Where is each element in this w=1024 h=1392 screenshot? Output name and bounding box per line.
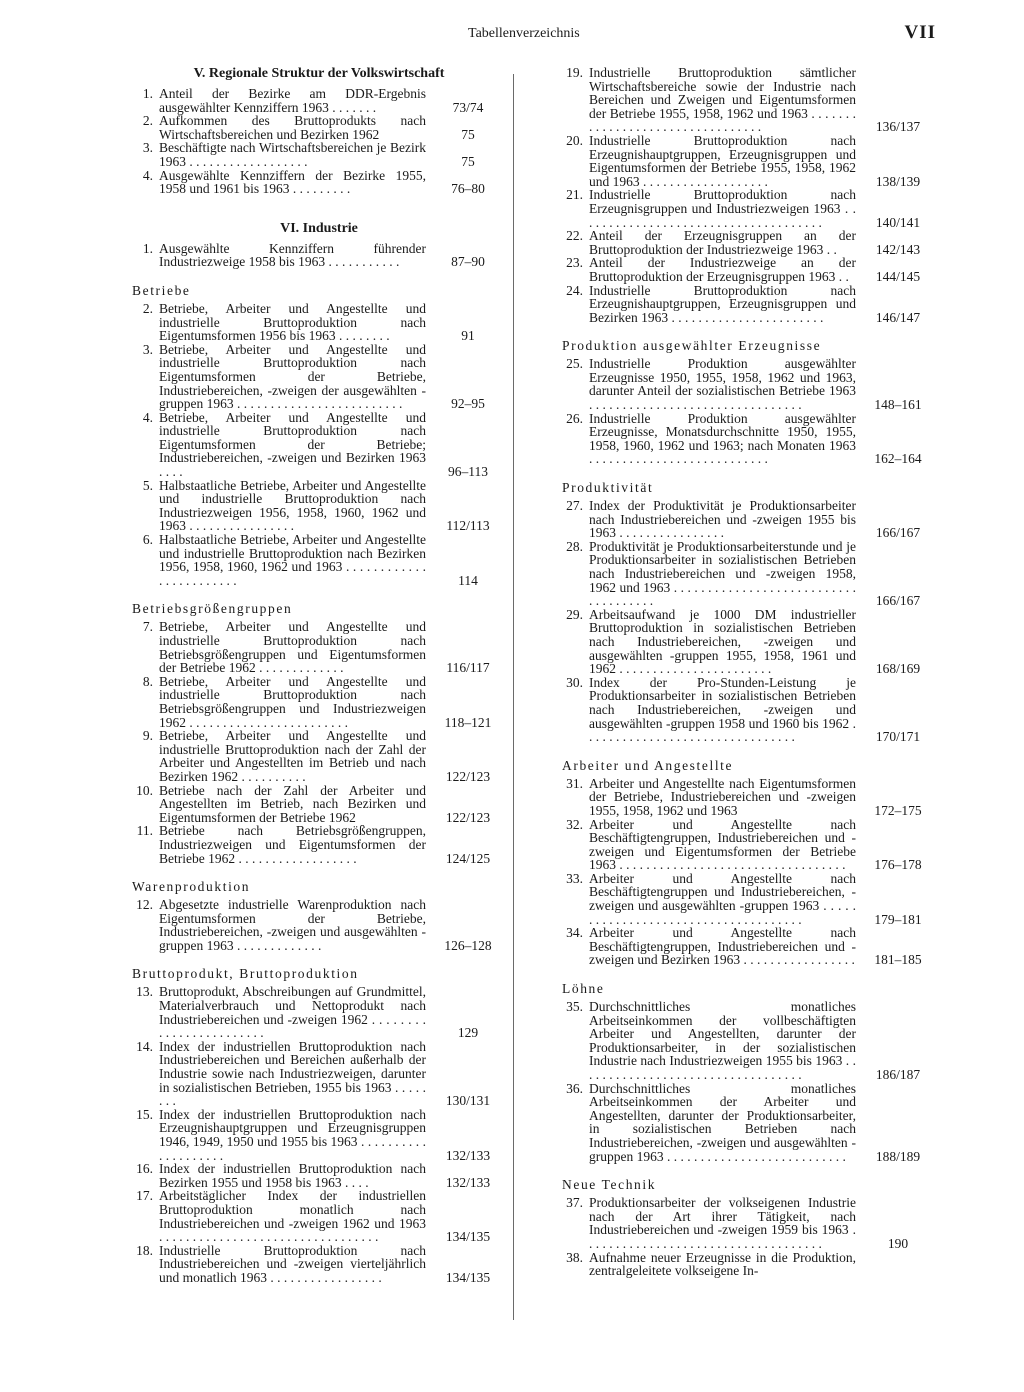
- entry-page-ref: 112/113: [446, 518, 490, 534]
- subsection-heading: Betriebe: [132, 282, 191, 298]
- entry-number: 35.: [566, 999, 583, 1015]
- entry-title: Betriebe, Arbeiter und Angestellte und industrielle Bruttoproduktion nach Betriebsgrößengruppen und Industriezweigen 1962 . . . . . . . . . . . . . . . . . . . . . . . .: [159, 673, 426, 730]
- section-title: V. Regionale Struktur der Volkswirtschaft: [193, 66, 445, 81]
- entry-title: Ausgewählte Kennziffern führender Industriezweige 1958 bis 1963 . . . . . . . . . . .: [159, 240, 426, 270]
- entry-title: Arbeiter und Angestellte nach Beschäftigtengruppen, Industriebereichen und -zweigen und Bezirken 1963 . . . . . . . . . . . . . . . . .: [589, 925, 856, 968]
- toc-entry: [132, 169, 506, 196]
- toc-entry: [562, 357, 936, 411]
- entry-number: 32.: [566, 816, 583, 832]
- entry-number: 31.: [566, 775, 583, 791]
- toc-entry: [132, 675, 506, 729]
- entry-number: 2.: [142, 113, 153, 129]
- entry-number: 30.: [566, 674, 583, 690]
- entry-page-ref: 166/167: [875, 593, 921, 609]
- entry-page-ref: 190: [887, 1235, 909, 1251]
- entry-number: 2.: [142, 300, 153, 316]
- entry-title: Betriebe, Arbeiter und Angestellte und industrielle Bruttoproduktion nach der Zahl der Arbeiter und Angestellten im Betrieb und nach Bezirken 1962 . . . . . . . . . .: [159, 728, 426, 784]
- toc-entry: [132, 533, 506, 587]
- entry-page-ref: 168/169: [875, 661, 921, 677]
- entry-page-ref: 166/167: [875, 525, 921, 541]
- entry-title: Produktionsarbeiter der volkseigenen Industrie nach der Art ihrer Tätigkeit, nach Industriebereichen und -zweigen 1959 bis 1963 . . . . . . . . . . . . . . . . . . . . . . . . . . . . . . . . . . . .: [589, 1195, 856, 1251]
- subsection-heading: Löhne: [562, 981, 605, 997]
- entry-number: 25.: [566, 356, 583, 372]
- entry-title: Abgesetzte industrielle Warenproduktion nach Eigentumsformen der Betriebe, Industriebereichen, -zweigen und ausgewählten -gruppen 1963 . . . . . . . . . . . . .: [159, 897, 426, 953]
- entry-page-ref: 73/74: [452, 99, 484, 115]
- entry-number: 9.: [142, 728, 153, 744]
- entry-title: Arbeitsaufwand je 1000 DM industrieller Bruttoproduktion in sozialistischen Betrieben nach Industriebereichen, -zweigen und ausgewählten -gruppen 1955, 1958, 1961 und 1962 . . . . . . . . . . . . . . . . . . . . . . .: [589, 606, 856, 677]
- entry-number: 15.: [136, 1106, 153, 1122]
- entry-title: Industrielle Bruttoproduktion sämtlicher Wirtschaftsbereiche sowie der Industrie nach Bereichen und Zweigen und Eigentumsformen der Betriebe 1955, 1958, 1962 und 1963 . . . . . . . . . . . . . . . . . . . . . . . . . . . . . . . . .: [589, 65, 856, 135]
- entry-page-ref: 129: [457, 1025, 479, 1041]
- entry-title: Durchschnittliches monatliches Arbeitseinkommen der Arbeiter und Angestellten, darunter der Produktionsarbeiter, in sozialistischen Betrieben nach Industriebereichen, -zweigen und ausgewählten -gruppen 1963 . . . . . . . . . . . . . . . . . . . . . . . . . . .: [589, 1080, 856, 1164]
- entry-number: 16.: [136, 1161, 153, 1177]
- toc-entry: [562, 1082, 936, 1164]
- entry-number: 4.: [142, 167, 153, 183]
- toc-entry: [562, 818, 936, 872]
- entry-page-ref: 76–80: [451, 181, 485, 197]
- entry-title: Betriebe, Arbeiter und Angestellte und industrielle Bruttoproduktion nach Eigentumsformen 1956 bis 1963 . . . . . . . .: [159, 300, 426, 344]
- entry-page-ref: 188/189: [875, 1148, 921, 1164]
- entry-page-ref: 179–181: [874, 911, 922, 927]
- subsection-heading: Neue Technik: [562, 1177, 657, 1193]
- entry-number: 17.: [136, 1188, 153, 1204]
- entry-number: 34.: [566, 925, 583, 941]
- toc-entry: [132, 302, 506, 343]
- toc-entry: [132, 411, 506, 479]
- entry-page-ref: 181–185: [874, 952, 922, 968]
- entry-number: 23.: [566, 255, 583, 271]
- entry-title: Arbeiter und Angestellte nach Eigentumsformen der Betriebe, Industriebereichen und -zweigen 1955, 1958, 1962 und 1963: [589, 775, 856, 818]
- entry-page-ref: 75: [461, 126, 475, 142]
- entry-page-ref: 134/135: [445, 1269, 491, 1285]
- entry-title: Industrielle Bruttoproduktion nach Erzeugnisgruppen und Industriezweigen 1963 . . . . . . . . . . . . . . . . . . . . . . . . . . . . . . . . . . . . .: [589, 187, 856, 230]
- toc-entry: [132, 1108, 506, 1162]
- toc-entry: [562, 872, 936, 926]
- entry-number: 18.: [136, 1242, 153, 1258]
- toc-entry: [562, 1251, 936, 1278]
- entry-number: 22.: [566, 228, 583, 244]
- entry-page-ref: 142/143: [875, 241, 921, 257]
- entry-title: Betriebe, Arbeiter und Angestellte und industrielle Bruttoproduktion nach Eigentumsformen der Betriebe, Industriebereichen, -zweigen der ausgewählten -gruppen 1963 . . . . . . . . . . . . . . . . . . . . . . . . .: [159, 341, 426, 412]
- entry-title: Index der Pro-Stunden-Leistung je Produktionsarbeiter in sozialistischen Betrieben nach Industriebereichen, -zweigen und ausgewählten -gruppen 1958 und 1960 bis 1962 . . . . . . . . . . . . . . . . . . . . . . . . . . . . . . . .: [589, 674, 856, 745]
- entry-page-ref: 132/133: [445, 1147, 491, 1163]
- entry-title: Bruttoprodukt, Abschreibungen auf Grundmittel, Materialverbrauch und Nettoprodukt nach Industriebereichen und -zweigen 1962 . . . . . . . . . . . . . . . . . . . . . . . .: [159, 984, 426, 1041]
- entry-number: 33.: [566, 870, 583, 886]
- left-column: [132, 66, 506, 1285]
- entry-page-ref: 126–128: [444, 937, 492, 953]
- entry-page-ref: 124/125: [445, 850, 491, 866]
- entry-number: 20.: [566, 132, 583, 148]
- entry-title: Anteil der Erzeugnisgruppen an der Bruttoproduktion der Industriezweige 1963 . .: [589, 228, 856, 257]
- subsection-heading: Produktivität: [562, 480, 654, 496]
- subsection-heading: Arbeiter und Angestellte: [562, 757, 734, 773]
- entry-number: 13.: [136, 984, 153, 1000]
- entry-title: Arbeiter und Angestellte nach Beschäftigtengruppen und Industriebereichen, -zweigen und ausgewählten -gruppen 1963 . . . . . . . . . . . . . . . . . . . . . . . . . . . . . . . . . . . . .: [589, 870, 856, 927]
- entry-title: Industrielle Produktion ausgewählter Erzeugnisse 1950, 1955, 1958, 1962 und 1963, darunter Anteil der sozialistischen Betriebe 1963 . . . . . . . . . . . . . . . . . . . . . . . . . . . . . . . .: [589, 356, 856, 413]
- toc-entry: [132, 620, 506, 674]
- toc-entry: [562, 229, 936, 256]
- entry-number: 5.: [142, 477, 153, 493]
- entry-number: 3.: [142, 341, 153, 357]
- toc-entry: [132, 898, 506, 952]
- entry-number: 8.: [142, 673, 153, 689]
- toc-entry: [132, 242, 506, 269]
- toc-entry: [132, 479, 506, 533]
- toc-entry: [562, 188, 936, 229]
- entry-number: 4.: [142, 409, 153, 425]
- toc-entry: [562, 499, 936, 540]
- entry-number: 6.: [142, 532, 153, 548]
- entry-page-ref: 132/133: [445, 1174, 491, 1190]
- entry-title: Index der Produktivität je Produktionsarbeiter nach Industriebereichen und -zweigen 1955 bis 1963 . . . . . . . . . . . . . . . .: [589, 498, 856, 541]
- entry-page-ref: 146/147: [875, 309, 921, 325]
- entry-page-ref: 134/135: [445, 1229, 491, 1245]
- entry-page-ref: 140/141: [875, 214, 921, 230]
- subsection-heading: Bruttoprodukt, Bruttoproduktion: [132, 966, 359, 982]
- entry-title: Arbeiter und Angestellte nach Beschäftigtengruppen, Industriebereichen und -zweigen und Eigentumsformen der Betriebe 1963 . . . . . . . . . . . . . . . . . . . . . . . . . . . . . . . . . .: [589, 816, 856, 873]
- entry-number: 38.: [566, 1249, 583, 1265]
- subsection-heading: Warenproduktion: [132, 879, 251, 895]
- entry-number: 12.: [136, 897, 153, 913]
- entry-number: 3.: [142, 140, 153, 156]
- entry-title: Arbeitstäglicher Index der industriellen Bruttoproduktion monatlich nach Industriebereichen und -zweigen 1962 und 1963 . . . . . . . . . . . . . . . . . . . . . . . . . . . . . . . . .: [159, 1188, 426, 1245]
- page-number: VII: [904, 22, 936, 43]
- toc-entry: [132, 784, 506, 825]
- entry-number: 11.: [136, 823, 153, 839]
- right-column: [562, 66, 936, 1278]
- toc-entry: [132, 1040, 506, 1108]
- entry-number: 19.: [566, 65, 583, 80]
- toc-entry: [562, 540, 936, 608]
- entry-title: Aufnahme neuer Erzeugnisse in die Produktion, zentralgeleitete volkseigene In-: [589, 1249, 856, 1279]
- entry-page-ref: 114: [458, 572, 478, 588]
- toc-entry: [562, 1196, 936, 1250]
- entry-number: 1.: [142, 86, 153, 101]
- entry-title: Betriebe, Arbeiter und Angestellte und industrielle Bruttoproduktion nach Eigentumsformen der Betriebe; Industriebereichen, -zweigen und Bezirken 1963 . . . .: [159, 409, 426, 480]
- toc-entry: [562, 66, 936, 134]
- entry-title: Betriebe nach Betriebsgrößengruppen, Industriezweigen und Eigentumsformen der Betriebe 1962 . . . . . . . . . . . . . . . . . .: [159, 823, 426, 866]
- entry-number: 14.: [136, 1038, 153, 1054]
- entry-title: Index der industriellen Bruttoproduktion nach Industriebereichen und Bereichen außerhalb der Industrie sowie nach Industriezweigen, darunter in sozialistischen Betrieben, 1955 bis 1963 . . . . . . . .: [159, 1038, 426, 1109]
- toc-entry: [132, 114, 506, 141]
- toc-entry: [562, 134, 936, 188]
- toc-entry: [562, 926, 936, 967]
- entry-number: 28.: [566, 538, 583, 554]
- entry-title: Index der industriellen Bruttoproduktion nach Bezirken 1955 und 1958 bis 1963 . . . .: [159, 1161, 426, 1190]
- entry-title: Beschäftigte nach Wirtschaftsbereichen je Bezirk 1963 . . . . . . . . . . . . . . . . . .: [159, 140, 426, 169]
- entry-page-ref: 136/137: [875, 119, 921, 135]
- entry-page-ref: 116/117: [446, 660, 490, 676]
- toc-entry: [132, 729, 506, 783]
- section-title: VI. Industrie: [280, 220, 358, 236]
- entry-page-ref: 87–90: [451, 254, 485, 270]
- entry-title: Industrielle Bruttoproduktion nach Industriebereichen und -zweigen vierteljährlich und monatlich 1963 . . . . . . . . . . . . . . . . .: [159, 1242, 426, 1285]
- entry-number: 21.: [566, 187, 583, 203]
- entry-number: 7.: [142, 619, 153, 635]
- entry-page-ref: 118–121: [444, 714, 492, 730]
- entry-number: 24.: [566, 282, 583, 298]
- entry-page-ref: 75: [461, 153, 475, 169]
- entry-page-ref: 148–161: [874, 397, 922, 413]
- toc-entry: [132, 87, 506, 114]
- entry-page-ref: 91: [461, 328, 475, 344]
- entry-page-ref: 130/131: [445, 1093, 491, 1109]
- entry-title: Industrielle Produktion ausgewählter Erzeugnisse, Monatsdurchschnitte 1950, 1955, 1958, 1960, 1962 und 1963; nach Monaten 1963 . . . . . . . . . . . . . . . . . . . . . . . . . . .: [589, 410, 856, 467]
- entry-title: Anteil der Industriezweige an der Bruttoproduktion der Erzeugnisgruppen 1963 . .: [589, 255, 856, 284]
- toc-entry: [562, 777, 936, 818]
- entry-title: Index der industriellen Bruttoproduktion nach Erzeugnishauptgruppen und Erzeugnisgruppen 1946, 1949, 1950 und 1955 bis 1963 . . . . . . . . . . . . . . . . . . . .: [159, 1106, 426, 1163]
- entry-page-ref: 162–164: [874, 451, 922, 467]
- entry-number: 10.: [136, 782, 153, 798]
- entry-title: Halbstaatliche Betriebe, Arbeiter und Angestellte und industrielle Bruttoproduktion nach Industriezweigen 1956, 1958, 1960, 1962 und 1963 . . . . . . . . . . . . . . . .: [159, 477, 426, 534]
- column-divider: [513, 74, 514, 1320]
- toc-entry: [562, 284, 936, 325]
- entry-title: Betriebe, Arbeiter und Angestellte und industrielle Bruttoproduktion nach Betriebsgrößengruppen und Eigentumsformen der Betriebe 1962 . . . . . . . . . . . . .: [159, 619, 426, 676]
- toc-entry: [132, 343, 506, 411]
- toc-entry: [132, 1189, 506, 1243]
- entry-title: Ausgewählte Kennziffern der Bezirke 1955, 1958 und 1961 bis 1963 . . . . . . . . .: [159, 167, 426, 197]
- entry-title: Industrielle Bruttoproduktion nach Erzeugnishauptgruppen, Erzeugnisgruppen und Eigentumsformen der Betriebe 1955, 1958, 1962 und 1963 . . . . . . . . . . . . . . . . . . .: [589, 132, 856, 189]
- toc-entry: [132, 1162, 506, 1189]
- entry-page-ref: 176–178: [874, 857, 922, 873]
- entry-number: 26.: [566, 410, 583, 426]
- entry-title: Durchschnittliches monatliches Arbeitseinkommen der vollbeschäftigten Arbeiter und Angestellten, darunter der Produktionsarbeiter, in der sozialistischen Industrie nach Industriezweigen 1955 bis 1963 . . . . . . . . . . . . . . . . . . . . . . . . . . . . . . . . . .: [589, 999, 856, 1082]
- entry-number: 27.: [566, 498, 583, 514]
- toc-entry: [132, 985, 506, 1039]
- entry-title: Industrielle Bruttoproduktion nach Erzeugnishauptgruppen, Erzeugnisgruppen und Bezirken 1963 . . . . . . . . . . . . . . . . . . . . . . .: [589, 282, 856, 325]
- toc-entry: [562, 256, 936, 283]
- entry-page-ref: 186/187: [875, 1067, 921, 1082]
- entry-title: Halbstaatliche Betriebe, Arbeiter und Angestellte und industrielle Bruttoproduktion nach Bezirken 1956, 1958, 1960, 1962 und 1963 . . . . . . . . . . . . . . . . . . . . . . . .: [159, 532, 426, 588]
- subsection-heading: Produktion ausgewählter Erzeugnisse: [562, 338, 822, 354]
- entry-page-ref: 122/123: [445, 768, 491, 784]
- entry-title: Produktivität je Produktionsarbeiterstunde und je Produktionsarbeiter in sozialistischen Betrieben nach Industriebereichen und -zweigen 1958, 1962 und 1963 . . . . . . . . . . . . . . . . . . . . . . . . . . . . . . . . . . . . .: [589, 538, 856, 609]
- entry-number: 1.: [142, 240, 153, 256]
- page-header-title: Tabellenverzeichnis: [468, 26, 580, 41]
- entry-page-ref: 172–175: [874, 802, 922, 818]
- toc-entry: [562, 412, 936, 466]
- entry-page-ref: 96–113: [448, 464, 488, 480]
- toc-entry: [562, 676, 936, 744]
- toc-entry: [132, 824, 506, 865]
- entry-page-ref: 170/171: [875, 729, 921, 745]
- entry-number: 36.: [566, 1080, 583, 1096]
- entry-page-ref: 144/145: [875, 268, 921, 284]
- toc-entry: [132, 141, 506, 168]
- toc-entry: [562, 1000, 936, 1082]
- toc-entry: [562, 608, 936, 676]
- entry-title: Anteil der Bezirke am DDR-Ergebnis ausgewählter Kennziffern 1963 . . . . . . .: [159, 86, 426, 115]
- entry-title: Betriebe nach der Zahl der Arbeiter und Angestellten im Betrieb, nach Bezirken und Eigentumsformen der Betriebe 1962: [159, 782, 426, 825]
- entry-page-ref: 92–95: [451, 396, 485, 412]
- section-spacer: [132, 196, 506, 221]
- entry-page-ref: 122/123: [445, 809, 491, 825]
- entry-number: 37.: [566, 1195, 583, 1211]
- entry-number: 29.: [566, 606, 583, 622]
- entry-title: Aufkommen des Bruttoprodukts nach Wirtschaftsbereichen und Bezirken 1962: [159, 113, 426, 142]
- entry-page-ref: 138/139: [875, 173, 921, 189]
- subsection-heading: Betriebsgrößengruppen: [132, 601, 293, 617]
- toc-entry: [132, 1244, 506, 1285]
